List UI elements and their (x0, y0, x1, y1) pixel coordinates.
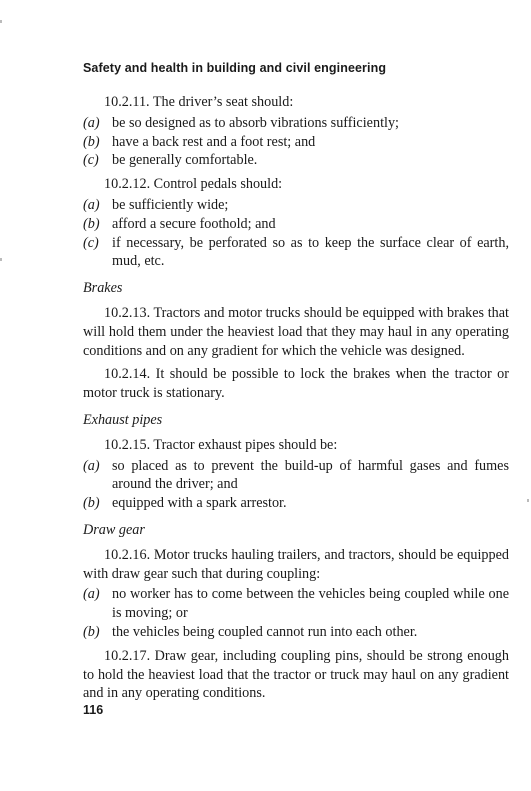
clause-list (83, 114, 509, 170)
clause-paragraph: 10.2.16. Motor trucks hauling trailers, and tractors, should be equipped with draw gear such that during coupling: (83, 546, 509, 582)
clause-paragraph: 10.2.13. Tractors and motor trucks should be equipped with brakes that will hold them under the heaviest load that they may haul in any operating conditions and on any gradient for which the vehicle was designed. (83, 304, 509, 359)
list-marker: (b) (83, 133, 100, 150)
list-item (83, 151, 509, 170)
clause-paragraph: 10.2.11. The driver’s seat should: (104, 94, 294, 110)
list-item-text: no worker has to come between the vehicles being coupled while one is moving; or (112, 586, 509, 622)
page-number: 116 (83, 703, 104, 717)
clause-list (83, 585, 509, 641)
body-text (83, 93, 509, 708)
section-heading: Brakes (83, 280, 123, 297)
list-item (83, 234, 509, 272)
section-heading: Exhaust pipes (83, 411, 163, 428)
list-marker: (a) (83, 457, 100, 474)
clause-paragraph: 10.2.17. Draw gear, including coupling pins, should be strong enough to hold the heaviest load that the tractor or truck may haul on any gradient and in any operating conditions. (83, 647, 509, 702)
list-marker: (a) (83, 196, 100, 213)
list-item (83, 585, 509, 623)
clause-list (83, 457, 509, 513)
list-item (83, 196, 509, 215)
list-item (83, 114, 509, 133)
list-item (83, 623, 509, 642)
list-item-text: be generally comfortable. (112, 152, 258, 169)
scan-mark (0, 258, 2, 261)
list-item (83, 133, 509, 152)
section-heading: Draw gear (83, 521, 145, 538)
list-item-text: be sufficiently wide; (112, 196, 229, 213)
list-marker: (b) (83, 623, 100, 640)
scan-mark (0, 20, 2, 23)
list-item-text: so placed as to prevent the build-up of harmful gases and fumes around the driver; and (112, 457, 509, 493)
list-marker: (a) (83, 114, 100, 131)
running-header: Safety and health in building and civil engineering (83, 61, 387, 75)
list-item (83, 457, 509, 495)
list-marker: (c) (83, 152, 99, 169)
list-item-text: the vehicles being coupled cannot run into each other. (112, 623, 418, 640)
list-item (83, 494, 509, 513)
list-marker: (b) (83, 215, 100, 232)
list-marker: (b) (83, 495, 100, 512)
clause-list (83, 196, 509, 271)
clause-paragraph: 10.2.14. It should be possible to lock the brakes when the tractor or motor truck is stationary. (83, 366, 509, 402)
list-item (83, 215, 509, 234)
clause-paragraph: 10.2.15. Tractor exhaust pipes should be: (104, 436, 338, 453)
list-item-text: equipped with a spark arrestor. (112, 495, 287, 512)
list-item-text: be so designed as to absorb vibrations sufficiently; (112, 114, 399, 131)
list-marker: (c) (83, 234, 99, 251)
list-marker: (a) (83, 586, 100, 603)
list-item-text: if necessary, be perforated so as to keep the surface clear of earth, mud, etc. (112, 234, 509, 270)
scan-mark (527, 499, 529, 502)
list-item-text: have a back rest and a foot rest; and (112, 133, 316, 150)
clause-paragraph: 10.2.12. Control pedals should: (104, 176, 283, 193)
list-item-text: afford a secure foothold; and (112, 215, 276, 232)
